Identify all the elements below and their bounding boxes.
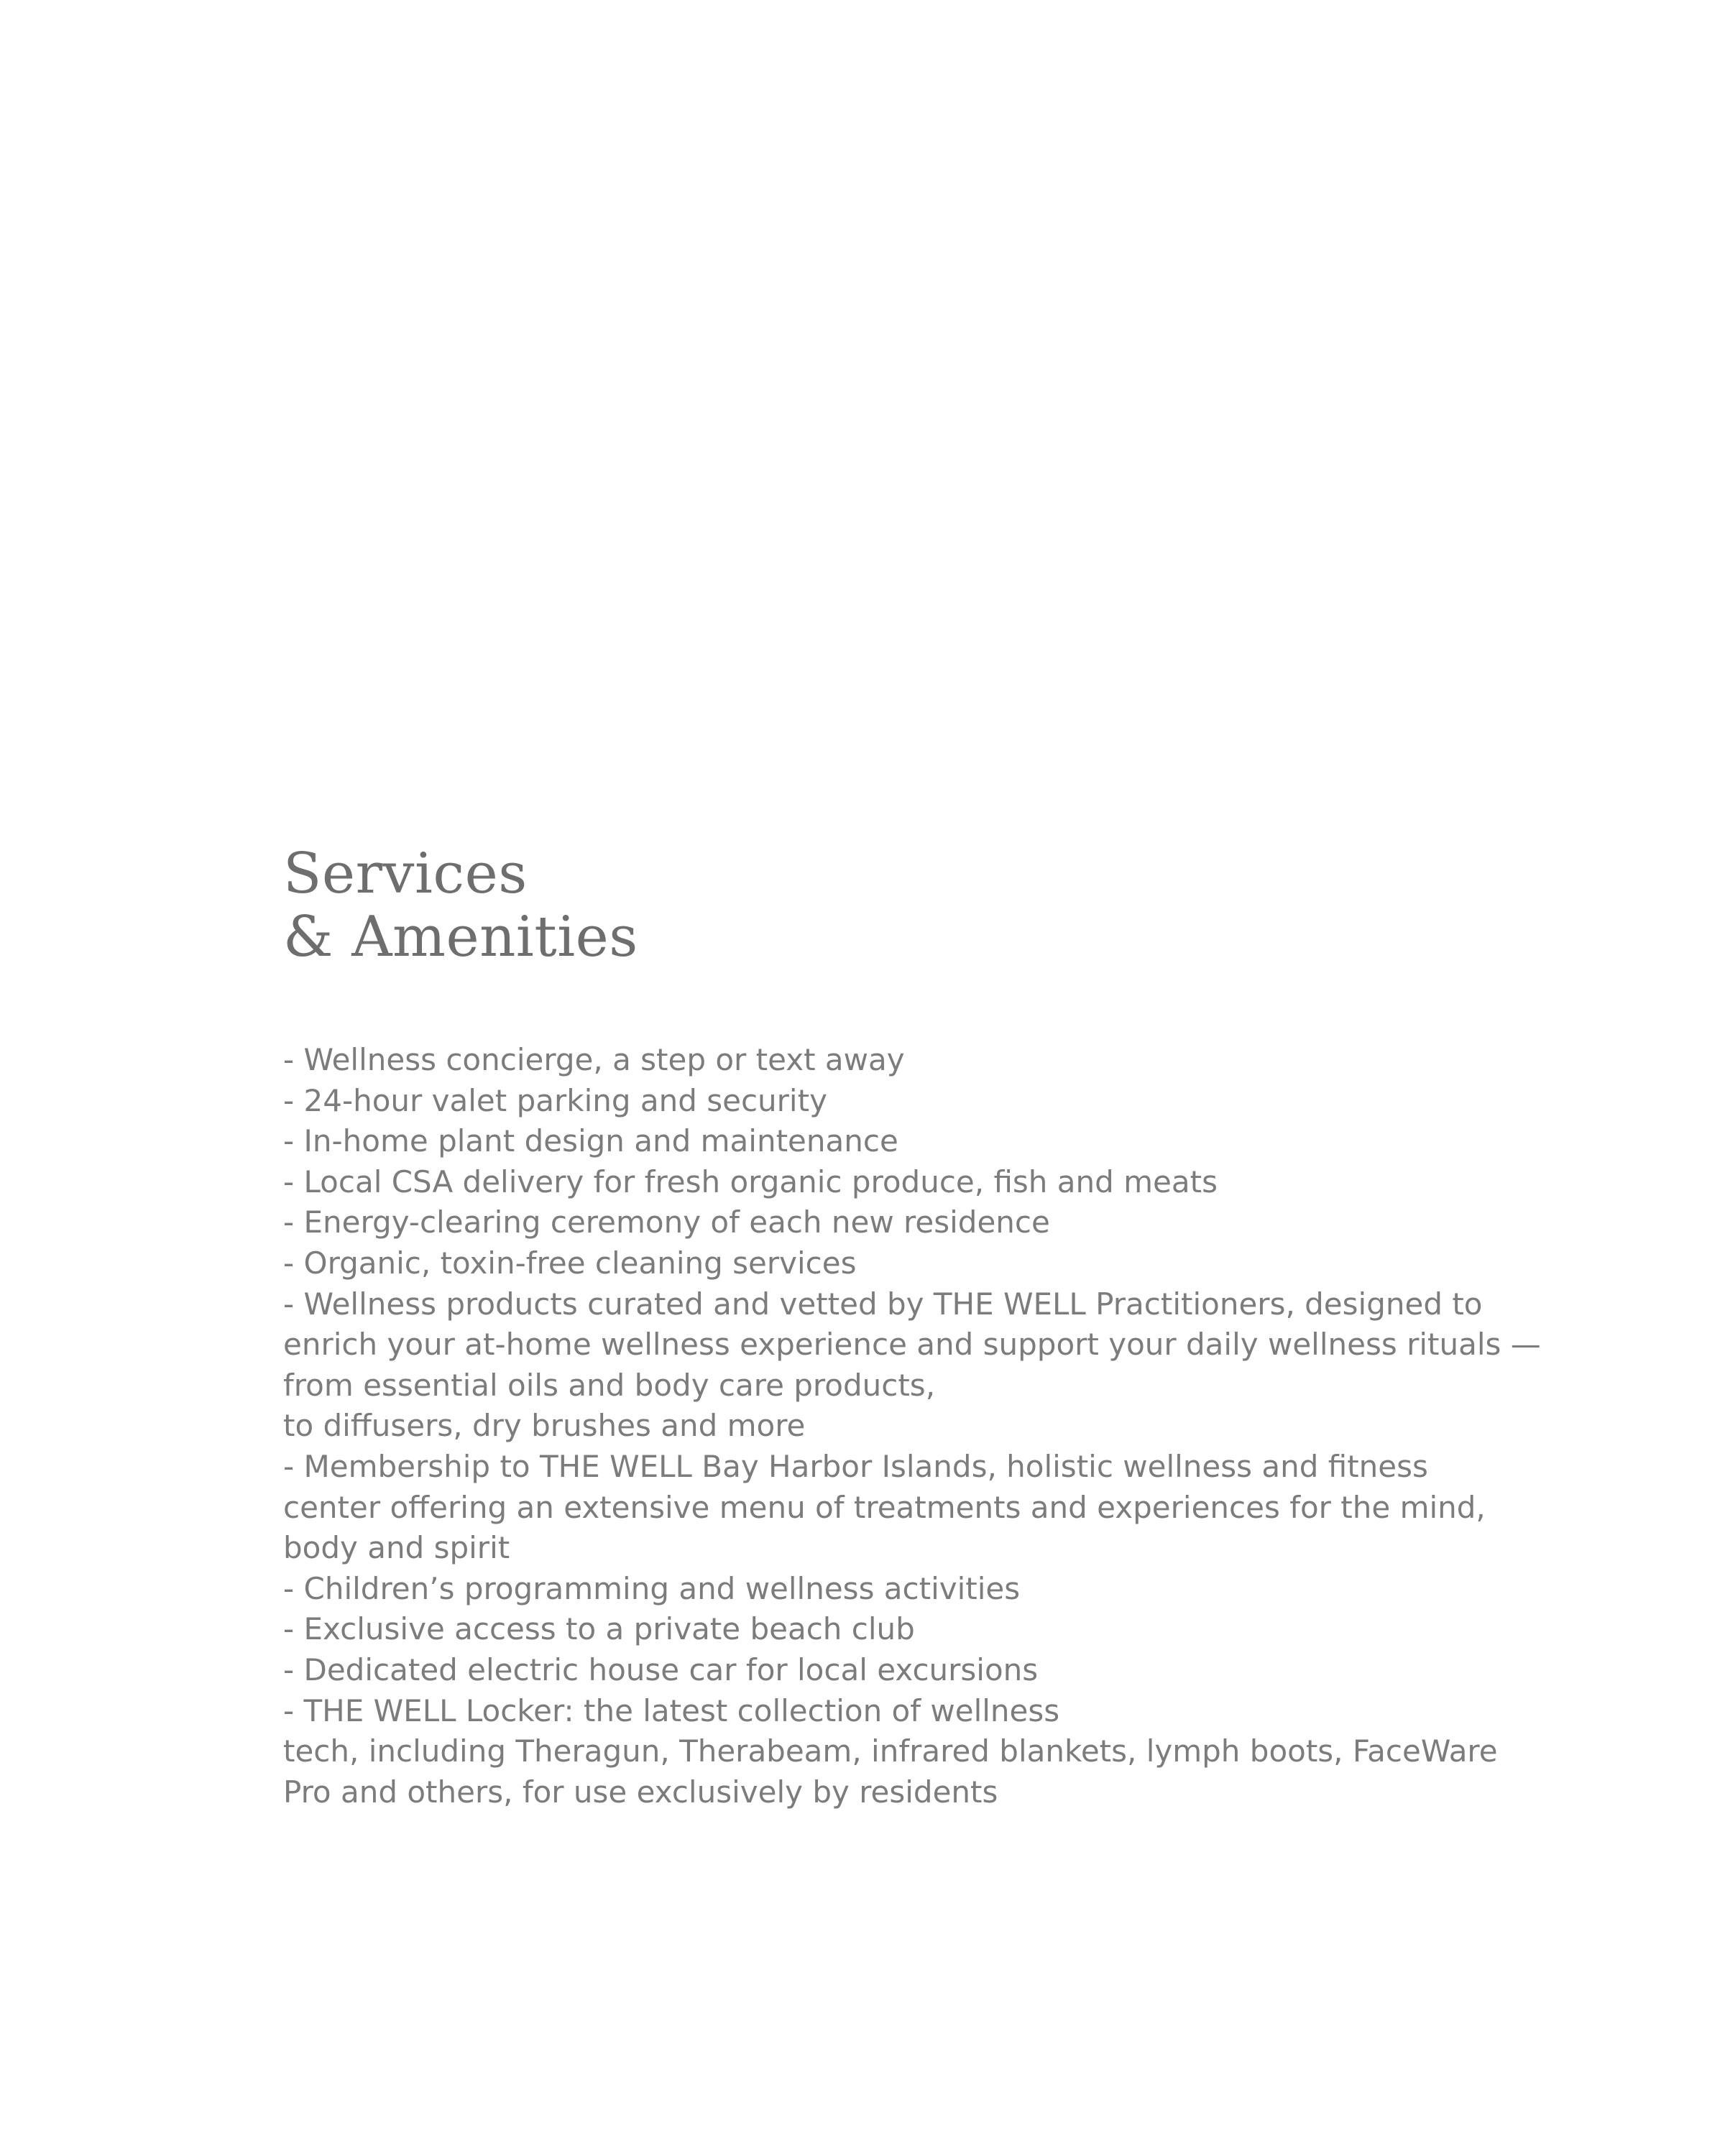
amenities-list xyxy=(283,1040,1649,1812)
text-line: - Wellness concierge, a step or text away xyxy=(283,1042,905,1077)
text-line: tech, including Theragun, Therabeam, infrared blankets, lymph boots, FaceWare xyxy=(283,1733,1498,1769)
text-line: - In-home plant design and maintenance xyxy=(283,1123,898,1159)
title-line-services: Services xyxy=(283,842,528,906)
text-line: - THE WELL Locker: the latest collection of wellness xyxy=(283,1692,1060,1728)
text-line: - Local CSA delivery for fresh organic produce, fish and meats xyxy=(283,1164,1218,1199)
text-line: to diffusers, dry brushes and more xyxy=(283,1408,806,1444)
text-line: - Children’s programming and wellness activities xyxy=(283,1570,1021,1606)
title-line-amenities: & Amenities xyxy=(283,905,638,969)
text-line: Pro and others, for use exclusively by residents xyxy=(283,1774,998,1810)
text-line: - Exclusive access to a private beach club xyxy=(283,1611,915,1647)
text-line: body and spirit xyxy=(283,1530,510,1566)
text-line: - Organic, toxin-free cleaning services xyxy=(283,1245,857,1281)
text-line: - Dedicated electric house car for local excursions xyxy=(283,1651,1039,1687)
text-line: enrich your at-home wellness experience and support your daily wellness rituals — xyxy=(283,1327,1541,1363)
text-line: - 24-hour valet parking and security xyxy=(283,1082,827,1118)
text-line: from essential oils and body care products, xyxy=(283,1367,936,1403)
text-line: - Wellness products curated and vetted by THE WELL Practitioners, designed to xyxy=(283,1286,1483,1322)
text-line: center offering an extensive menu of treatments and experiences for the mind, xyxy=(283,1489,1486,1525)
text-line: - Energy-clearing ceremony of each new residence xyxy=(283,1204,1050,1240)
page-title xyxy=(283,842,638,969)
text-line: - Membership to THE WELL Bay Harbor Islands, holistic wellness and fitness xyxy=(283,1448,1428,1484)
